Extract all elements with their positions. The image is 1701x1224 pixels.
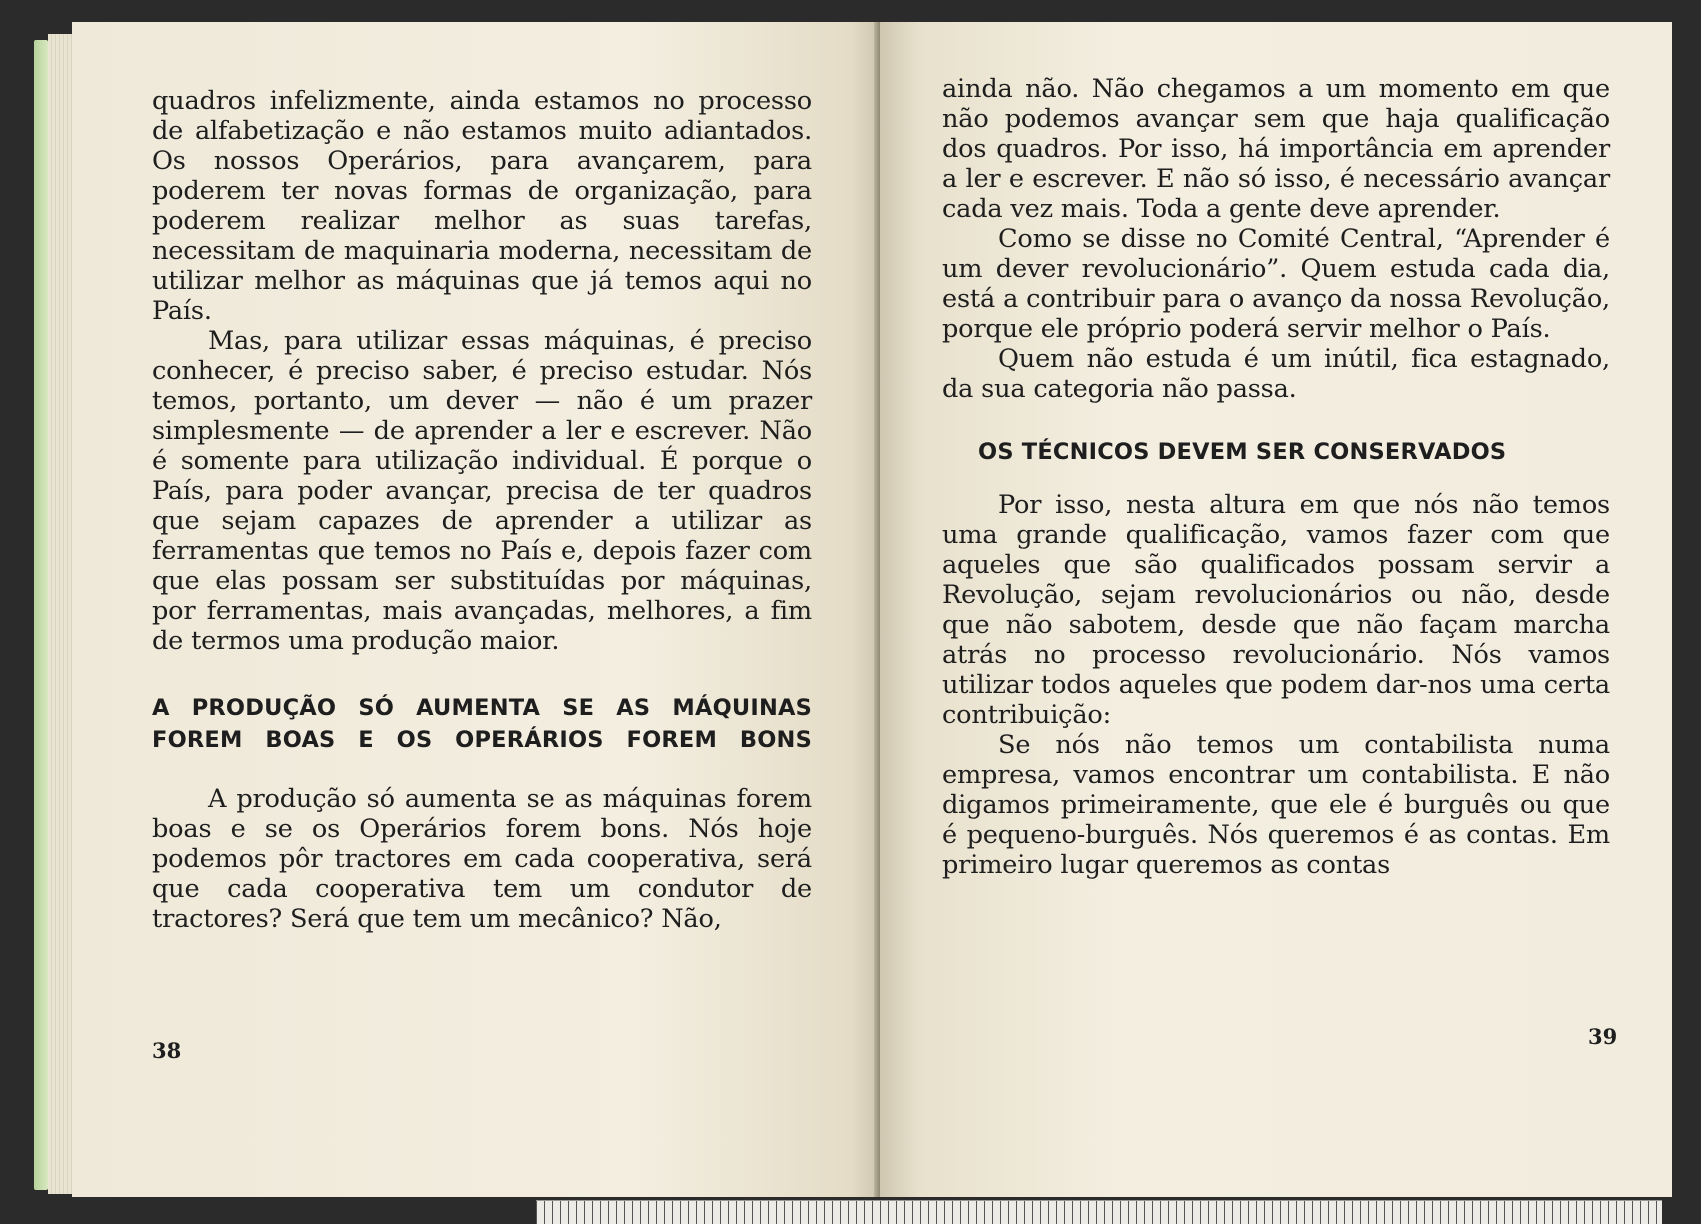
right-paragraph-1: ainda não. Não chegamos a um momento em que não podemos avançar sem que haja qualificação dos quadros. Por isso, há importância em aprender a ler e escrever. E não só isso, é necessário avançar cada vez mais. Toda a gente deve aprender. — [942, 74, 1610, 224]
left-paragraph-1: quadros infelizmente, ainda estamos no processo de alfabetização e não estamos muito adiantados. Os nossos Operários, para avançarem, para poderem ter novas formas de organização, para poderem realizar melhor as suas tarefas, necessitam de maquinaria moderna, necessitam de utilizar melhor as máquinas que já temos aqui no País. — [152, 86, 812, 326]
right-paragraph-3: Quem não estuda é um inútil, fica estagnado, da sua categoria não passa. — [942, 344, 1610, 404]
right-section-heading: OS TÉCNICOS DEVEM SER CONSERVADOS — [978, 439, 1507, 465]
right-page — [880, 22, 1672, 1197]
right-page-text — [942, 74, 1610, 880]
right-paragraph-2: Como se disse no Comité Central, “Aprender é um dever revolucionário”. Quem estuda cada dia, está a contribuir para o avanço da nossa Revolução, porque ele próprio poderá servir melhor o País. — [942, 224, 1610, 344]
left-section-heading: A PRODUÇÃO SÓ AUMENTA SE AS MÁQUINAS FOREM BOAS E OS OPERÁRIOS FOREM BONS — [152, 695, 812, 753]
left-paragraph-2: Mas, para utilizar essas máquinas, é preciso conhecer, é preciso saber, é preciso estudar. Nós temos, portanto, um dever — não é um prazer simplesmente — de aprender a ler e escrever. Não é somente para utilização individual. É porque o País, para poder avançar, precisa de ter quadros que sejam capazes de aprender a utilizar as ferramentas que temos no País e, depois fazer com que elas possam ser substituídas por máquinas, por ferramentas, mais avançadas, melhores, a fim de termos uma produção maior. — [152, 326, 812, 656]
left-page-text — [152, 86, 812, 934]
left-paragraph-3: A produção só aumenta se as máquinas forem boas e se os Operários forem bons. Nós hoje podemos pôr tractores em cada cooperativa, será que cada cooperativa tem um condutor de tractores? Será que tem um mecânico? Não, — [152, 784, 812, 934]
left-page-number: 38 — [152, 1038, 182, 1063]
book-edge — [34, 40, 48, 1190]
right-page-number: 39 — [1588, 1024, 1618, 1049]
left-page — [72, 22, 884, 1197]
scale-ruler — [536, 1200, 1662, 1224]
right-paragraph-4: Por isso, nesta altura em que nós não temos uma grande qualificação, vamos fazer com que aqueles que são qualificados possam servir a Revolução, sejam revolucionários ou não, desde que não sabotem, desde que não façam marcha atrás no processo revolucionário. Nós vamos utilizar todos aqueles que podem dar-nos uma certa contribuição: — [942, 490, 1610, 730]
right-paragraph-5: Se nós não temos um contabilista numa empresa, vamos encontrar um contabilista. E não digamos primeiramente, que ele é burguês ou que é pequeno-burguês. Nós queremos é as contas. Em primeiro lugar queremos as contas — [942, 730, 1610, 880]
